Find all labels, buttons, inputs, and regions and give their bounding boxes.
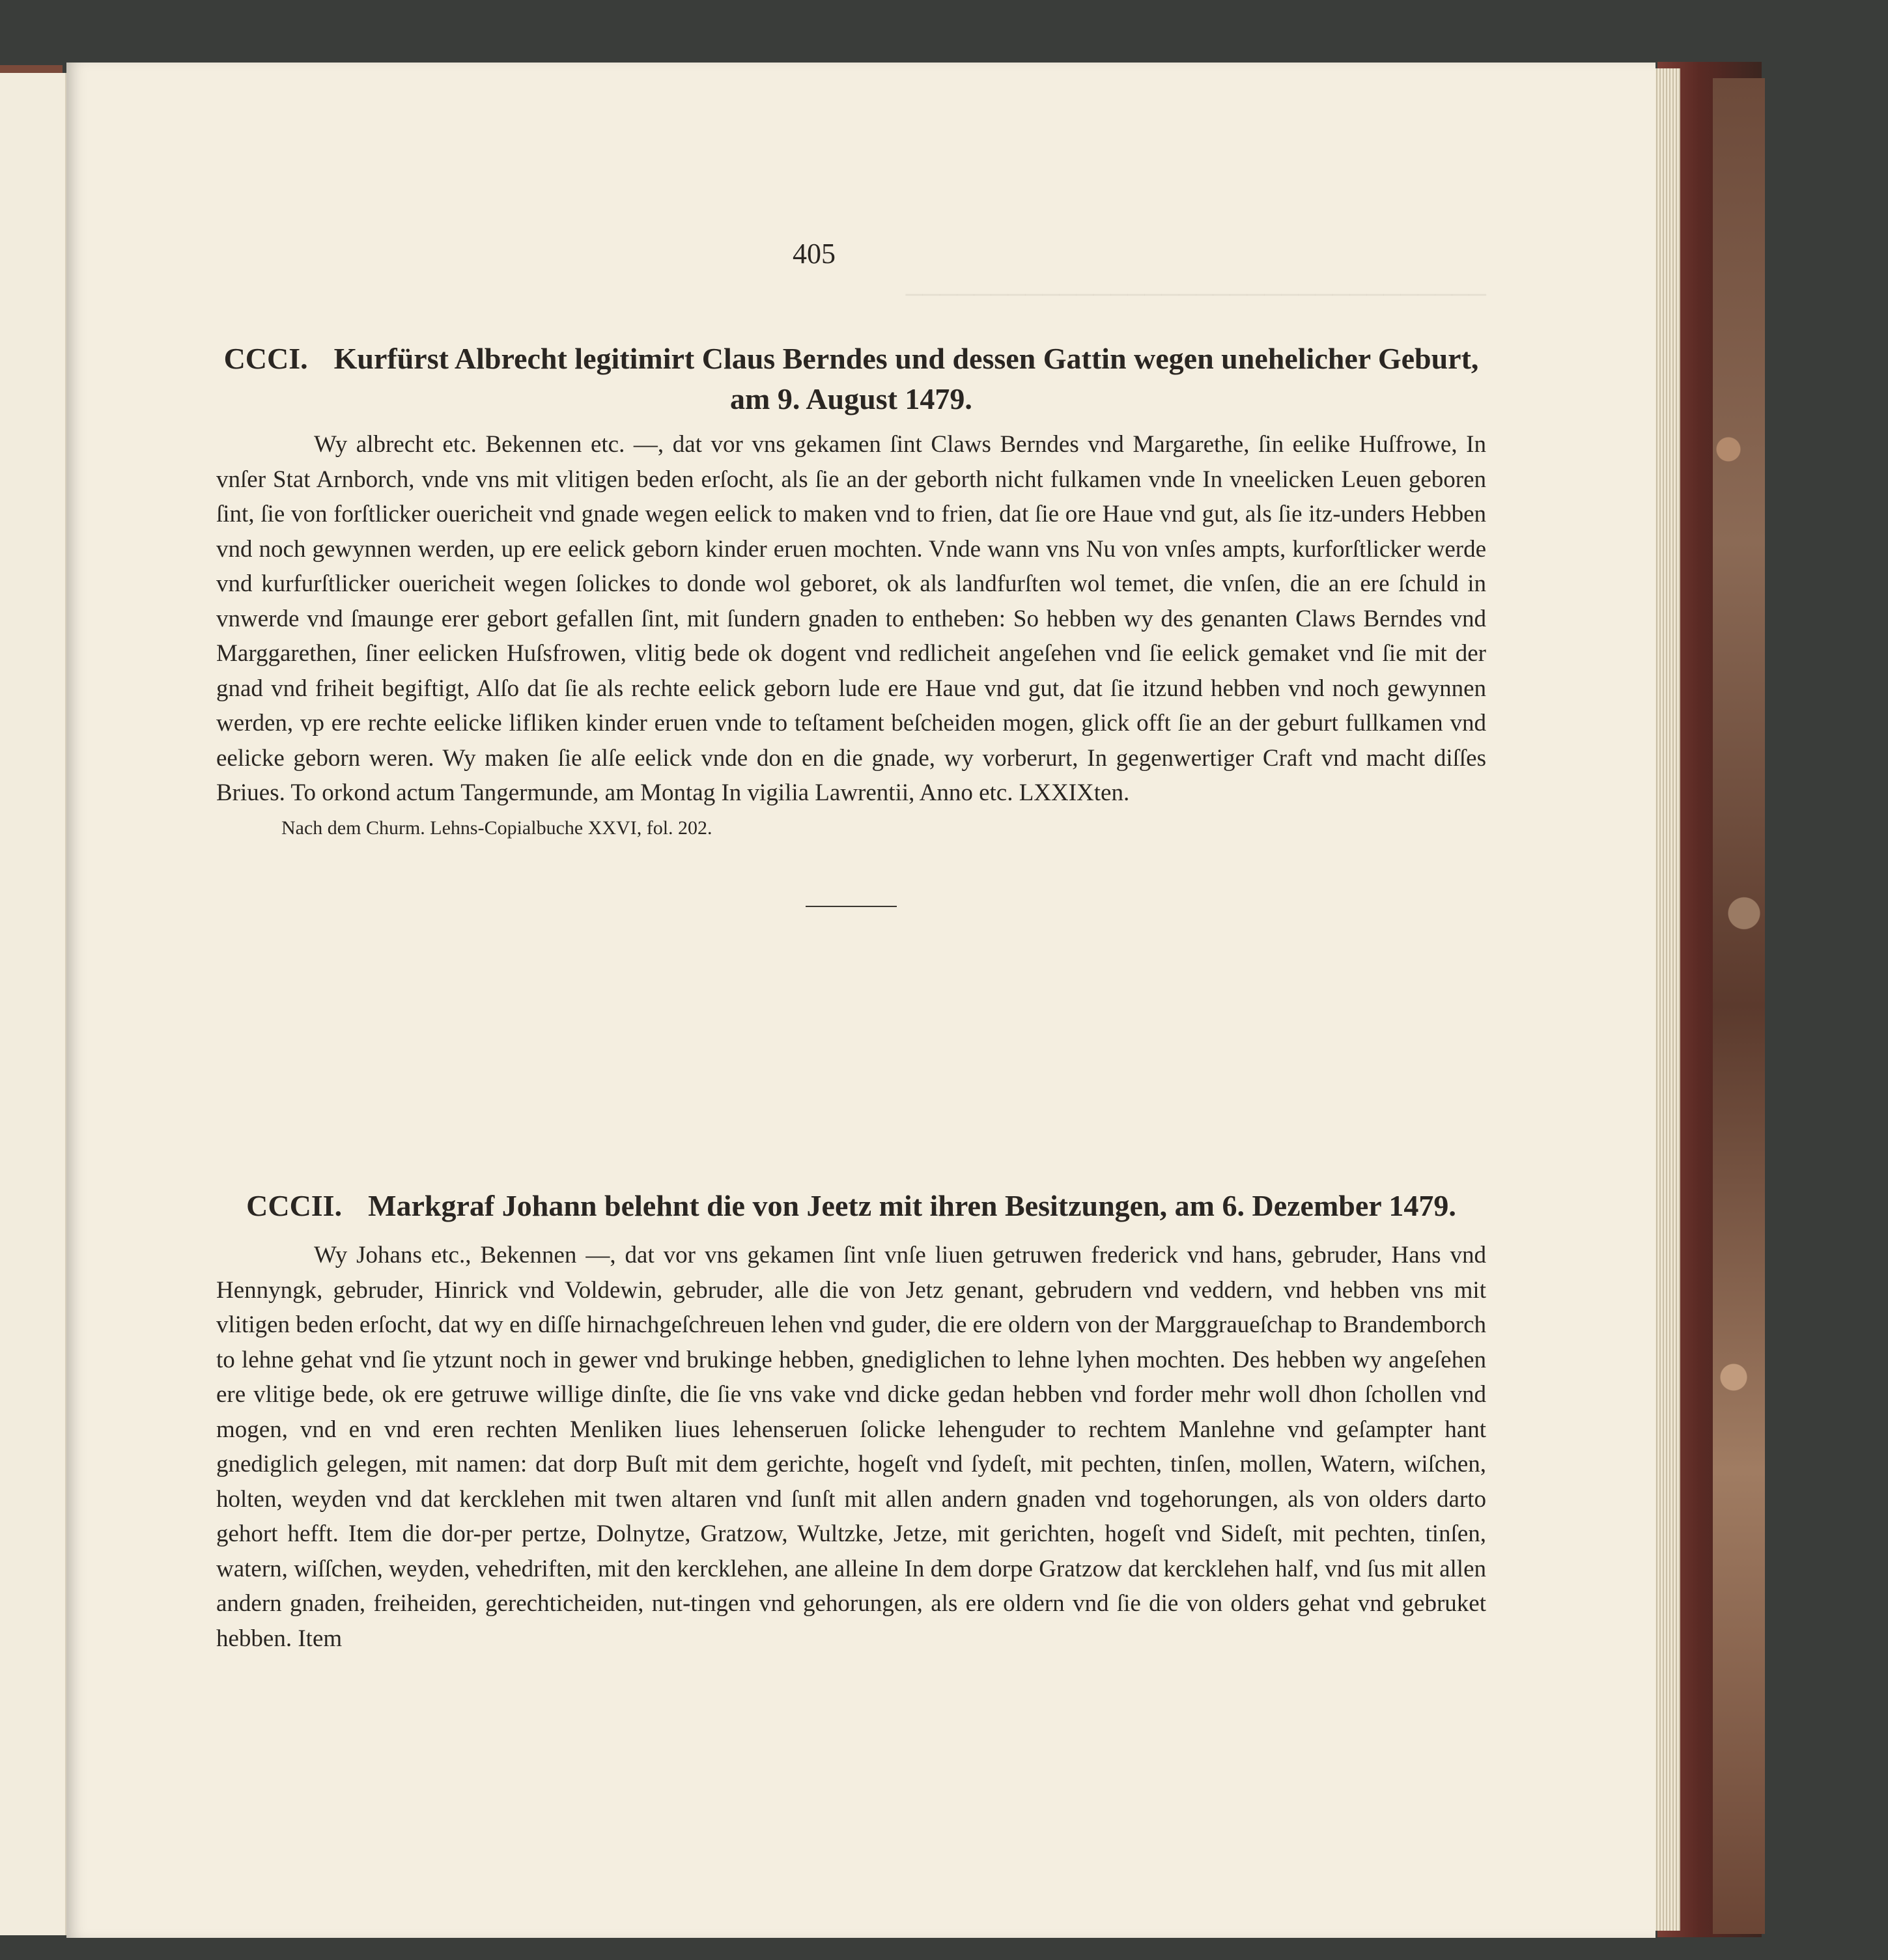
document-title-line1: Kurfürst Albrecht legitimirt Claus Berndes und dessen Gattin wegen unehelicher Geburt, bbox=[333, 342, 1479, 375]
document-cccii bbox=[216, 1186, 1486, 1656]
document-date-heading: am 9. August 1479. bbox=[730, 382, 972, 415]
document-heading bbox=[216, 339, 1486, 379]
document-numeral: CCCI. bbox=[223, 342, 308, 375]
document-body: Wy albrecht etc. Bekennen etc. —, dat vor vns gekamen ſint Claws Berndes vnd Margarethe, ſin eelike Huſfrowe, In vnſer Stat Arnborch, vnde vns mit vlitigen beden erſocht, als ſie an der geborth nicht fulkamen vnde In vneelicken Leuen geboren ſint, ſie von forſtlicker ouericheit vnd gnade wegen eelick to maken vnd to frien, dat ſie ore Haue vnd gut, als ſie itz-unders Hebben vnd noch gewynnen werden, up ere eelick geborn kinder eruen mochten. Vnde wann vns Nu von vnſes ampts, kurforſtlicker werde vnd kurfurſtlicker ouericheit wegen ſolickes to donde wol geboret, ok als landfurſten wol temet, die vnſen, die an ere ſchuld in vnwerde vnd ſmaunge erer gebort gefallen ſint, mit ſundern gnaden to entheben: So hebben wy des genanten Claws Berndes vnd Marggarethen, ſiner eelicken Huſsfrowen, vlitig bede ok dogent vnd redlicheit angeſehen vnd ſie eelick gemaket vnd ſie mit der gnad vnd friheit begiftigt, Alſo dat ſie als rechte eelick geborn lude ere Haue vnd gut, dat ſie itzund hebben vnd noch gewynnen werden, vp ere rechte eelicke lifliken kinder eruen vnde to teſtament beſcheiden mogen, glick offt ſie an der geburt fullkamen vnd eelicke geborn weren. Wy maken ſie alſe eelick vnde don en die gnade, wy vorberurt, In gegenwertiger Craft vnd macht diſſes Briues. To orkond actum Tangermunde, am Montag In vigilia Lawrentii, Anno etc. LXXIXten. bbox=[216, 431, 1486, 806]
document-heading bbox=[216, 1186, 1486, 1226]
document-numeral: CCCII. bbox=[246, 1189, 343, 1222]
section-divider bbox=[806, 906, 897, 907]
book-page bbox=[66, 63, 1656, 1938]
left-page-edge bbox=[0, 73, 66, 1935]
marbled-endpaper bbox=[1713, 78, 1765, 1934]
bleed-through-text: ────────────────────────────────── bbox=[905, 281, 1486, 308]
source-note: Nach dem Churm. Lehns-Copialbuche XXVI, fol. 202. bbox=[281, 817, 712, 839]
document-body: Wy Johans etc., Bekennen —, dat vor vns gekamen ſint vnſe liuen getruwen frederick vnd hans, gebruder, Hans vnd Hennyngk, gebruder, Hinrick vnd Voldewin, gebruder, alle die von Jetz genant, gebrudern vnd veddern, vnd hebben vns mit vlitigen beden erſocht, dat wy en diſſe hirnachgeſchreuen lehen vnd guder, die ere oldern von der Marggraueſchap to Brandemborch to lehne gehat vnd ſie ytzunt noch in gewer vnd brukinge hebben, gnediglichen to lehne lyhen mochten. Des hebben wy angeſehen ere vlitige bede, ok ere getruwe willige dinſte, die ſie vns vake vnd dicke gedan hebben vnd forder mehr woll dhon ſchollen vnd mogen, vnd en vnd eren rechten Menliken liues lehenseruen ſolicke lehenguder to rechtem Manlehne vnd geſampter hant gnediglich gelegen, mit namen: dat dorp Buſt mit dem gerichte, hogeſt vnd ſydeſt, mit pechten, tinſen, mollen, Watern, wiſchen, holten, weyden vnd dat kercklehen mit twen altaren vnd ſunſt mit allen andern gnaden vnd togehorungen, als von olders darto gehort hefft. Item die dor-per pertze, Dolnytze, Gratzow, Wultzke, Jetze, mit gerichten, hogeſt vnd Sideſt, mit pechten, tinſen, watern, wiſſchen, weyden, vehedriften, mit den kercklehen, ane alleine In dem dorpe Gratzow dat kercklehen half, vnd ſus mit allen andern gnaden, freiheiden, gerechticheiden, nut-tingen vnd gehorungen, als ere oldern vnd ſie die von olders gehat vnd gebruket hebben. Item bbox=[216, 1242, 1486, 1652]
document-title: Markgraf Johann belehnt die von Jeetz mit ihren Besitzungen, am 6. Dezember 1479. bbox=[368, 1189, 1456, 1222]
page-number: 405 bbox=[793, 238, 836, 270]
page-edges bbox=[1654, 68, 1680, 1931]
document-ccci bbox=[216, 339, 1486, 907]
